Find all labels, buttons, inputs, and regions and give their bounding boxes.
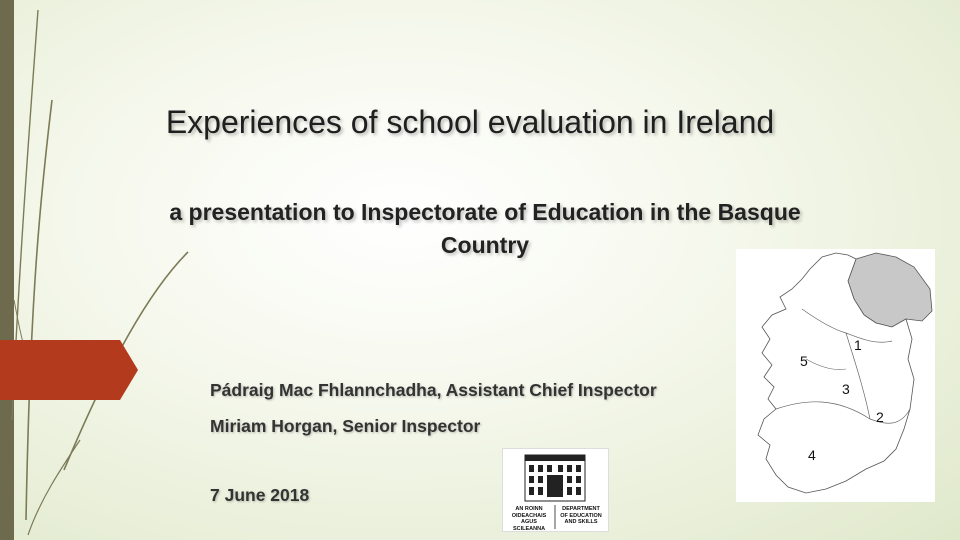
red-accent-tab (0, 340, 138, 400)
region-label-4: 4 (808, 447, 816, 463)
presentation-date: 7 June 2018 (210, 485, 310, 505)
presenter-2: Miriam Horgan, Senior Inspector (210, 416, 481, 436)
logo-english-text: DEPARTMENT OF EDUCATION AND SKILLS (560, 506, 602, 525)
department-logo (502, 448, 609, 532)
region-label-5: 5 (800, 353, 808, 369)
logo-irish-text: AN ROINN OIDEACHAIS AGUS SCILEANNA (511, 506, 547, 532)
left-accent-bar (0, 0, 14, 540)
presenter-1: Pádraig Mac Fhlannchadha, Assistant Chief Inspector (210, 380, 657, 400)
slide-title: Experiences of school evaluation in Ireland (165, 104, 775, 140)
ireland-outline (736, 249, 935, 502)
ireland-region-map (736, 249, 935, 502)
region-label-3: 3 (842, 381, 850, 397)
region-label-2: 2 (876, 409, 884, 425)
slide-subtitle: a presentation to Inspectorate of Education in the Basque Country (169, 199, 801, 258)
region-label-1: 1 (854, 337, 862, 353)
